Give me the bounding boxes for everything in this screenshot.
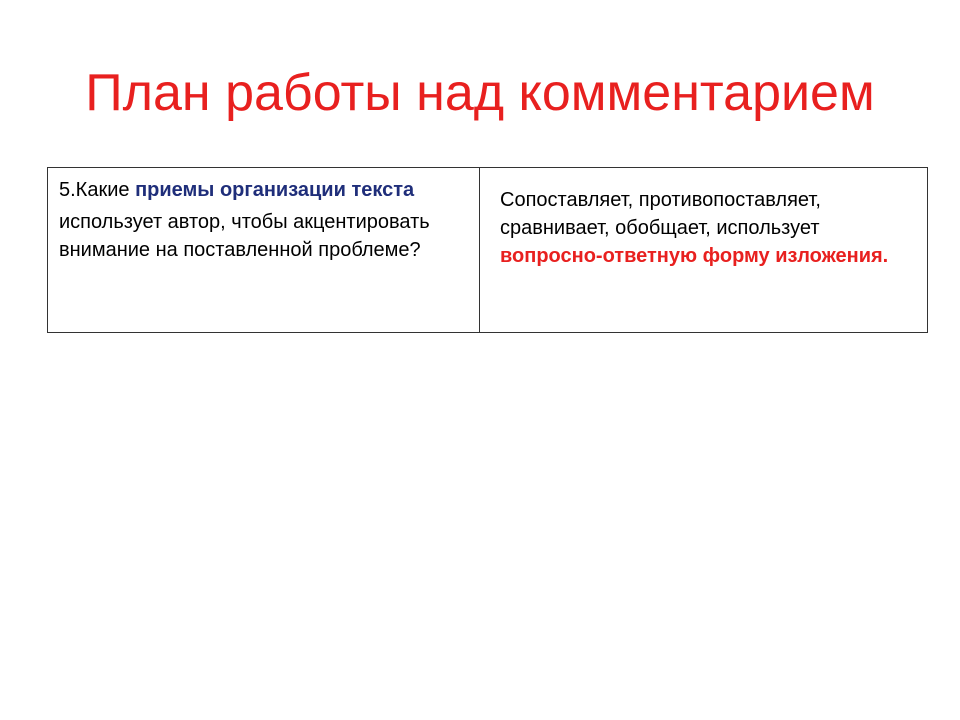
question-continuation: использует автор, чтобы акцентировать внимание на поставленной проблеме? — [59, 211, 430, 261]
answer-plain: Сопоставляет, противопоставляет, сравнивает, обобщает, использует — [500, 189, 821, 239]
answer-highlight: вопросно-ответную форму изложения. — [500, 245, 889, 267]
question-prefix: 5.Какие — [59, 179, 136, 201]
question-line — [59, 176, 469, 204]
table-row — [48, 168, 928, 333]
answer-text — [490, 186, 915, 270]
question-highlight: приемы организации текста — [135, 179, 415, 201]
slide-title: План работы над комментарием — [85, 64, 875, 122]
answer-cell — [480, 168, 928, 333]
question-cell — [48, 168, 480, 333]
plan-table — [47, 167, 928, 333]
